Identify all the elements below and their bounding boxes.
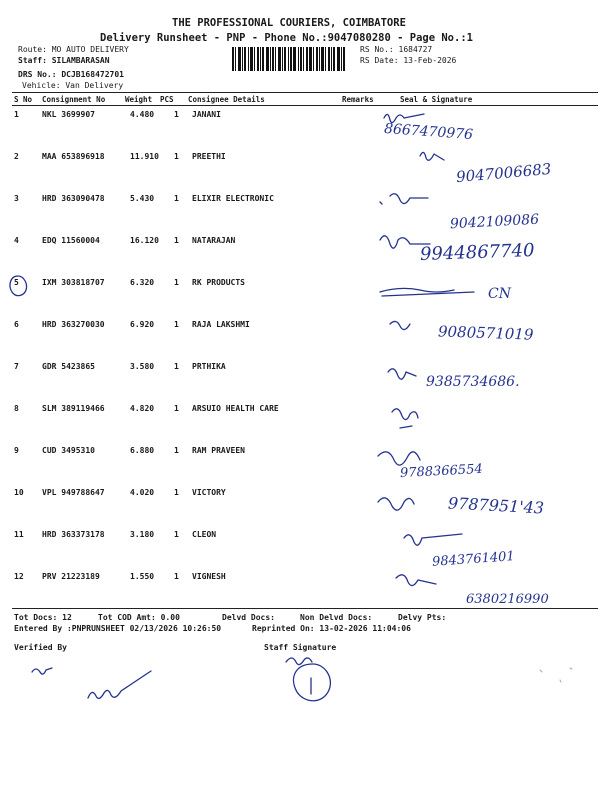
row-consignee: RAJA LAKSHMI [192,320,250,329]
entered-by: Entered By :PNPRUNSHEET 02/13/2026 10:26:50 [14,624,222,633]
row-weight: 3.580 [130,362,155,371]
row-consignment: IXM 303818707 [42,278,105,287]
row-consignee: VIGNESH [192,572,226,581]
delvd-docs: Delvd Docs: [222,613,275,622]
delvy-pts: Delvy Pts: [398,613,447,622]
row-handwriting: CN [488,286,511,302]
row-pcs: 1 [174,194,179,203]
row-handwriting: 9080571019 [437,322,534,344]
row-weight: 6.920 [130,320,155,329]
row-consignee: PREETHI [192,152,226,161]
row-consignee: JANANI [192,110,221,119]
row-sno: 2 [14,152,19,161]
row-weight: 6.880 [130,446,155,455]
row-consignment: VPL 949788647 [42,488,105,497]
row-consignee: RK PRODUCTS [192,278,245,287]
tot-docs: Tot Docs: 12 [14,613,72,622]
row-weight: 5.430 [130,194,155,203]
row-consignee: RAM PRAVEEN [192,446,245,455]
row-weight: 4.820 [130,404,155,413]
col-sno: S No [14,95,33,104]
row-pcs: 1 [174,278,179,287]
col-seal: Seal & Signature [400,95,473,104]
row-signature [396,575,436,586]
row-sno: 10 [14,488,24,497]
row-pcs: 1 [174,110,179,119]
row-pcs: 1 [174,236,179,245]
row-handwriting: 9787951'43 [447,493,545,518]
row-pcs: 1 [174,404,179,413]
row-pcs: 1 [174,152,179,161]
rs-date: RS Date: 13-Feb-2026 [360,56,457,65]
verified-by: Verified By [14,643,67,652]
reprinted-on: Reprinted On: 13-02-2026 11:04:06 [252,624,411,633]
row-sno: 5 [14,278,19,287]
row-handwriting: 9042109086 [449,211,540,233]
non-delvd-docs: Non Delvd Docs: [300,613,373,622]
row-handwriting: 9047006683 [455,159,553,187]
row-pcs: 1 [174,320,179,329]
row-sno: 12 [14,572,24,581]
row-sno: 4 [14,236,19,245]
col-consignment: Consignment No [42,95,106,104]
row-handwriting: 9385734686. [426,374,520,390]
row-consignee: VICTORY [192,488,226,497]
row-sno: 3 [14,194,19,203]
row-consignee: NATARAJAN [192,236,236,245]
row-consignment: PRV 21223189 [42,572,100,581]
scan-specks [520,660,590,720]
col-weight: Weight [125,95,153,104]
row-weight: 16.120 [130,236,159,245]
row-consignee: ELIXIR ELECTRONIC [192,194,274,203]
row-signature [404,534,462,545]
vehicle-label: Vehicle: Van Delivery [22,81,124,90]
row-weight: 4.020 [130,488,155,497]
row-consignment: NKL 3699907 [42,110,95,119]
row-weight: 1.550 [130,572,155,581]
row-signature [388,369,416,379]
row-pcs: 1 [174,446,179,455]
row-handwriting: 9788366554 [399,461,484,482]
route-label: Route: MO AUTO DELIVERY [18,45,129,54]
page-subtitle: Delivery Runsheet - PNP - Phone No.:9047080280 - Page No.:1 [100,32,473,44]
row-5-circle [10,276,27,296]
page-title: THE PROFESSIONAL COURIERS, COIMBATORE [172,17,406,29]
staff-signature-label: Staff Signature [264,643,337,652]
row-weight: 6.320 [130,278,155,287]
row-weight: 3.180 [130,530,155,539]
row-consignment: MAA 653896918 [42,152,105,161]
row-consignment: SLM 389119466 [42,404,105,413]
row-signature [380,288,474,296]
row-consignment: HRD 363373178 [42,530,105,539]
col-consignee: Consignee Details [188,95,265,104]
tot-cod: Tot COD Amt: 0.00 [98,613,180,622]
row-pcs: 1 [174,572,179,581]
staff-label: Staff: SILAMBARASAN [18,56,110,65]
row-weight: 4.480 [130,110,155,119]
row-consignee: ARSUIO HEALTH CARE [192,404,279,413]
row-handwriting: 9843761401 [431,549,516,570]
row-consignment: GDR 5423865 [42,362,95,371]
row-signature [380,194,428,204]
row-handwriting: 6380216990 [466,592,549,607]
drs-number: DRS No.: DCJB168472701 [18,70,124,79]
row-sno: 1 [14,110,19,119]
row-pcs: 1 [174,488,179,497]
row-sno: 8 [14,404,19,413]
row-consignment: HRD 363270030 [42,320,105,329]
row-signature [380,236,430,248]
row-handwriting: 9944867740 [419,240,535,265]
row-consignment: HRD 363090478 [42,194,105,203]
row-signature [420,152,444,160]
col-remarks: Remarks [342,95,374,104]
row-pcs: 1 [174,362,179,371]
row-signature [392,409,418,428]
row-signature [378,498,414,510]
row-consignee: PRTHIKA [192,362,226,371]
row-consignee: CLEON [192,530,217,539]
row-signature [378,452,420,465]
row-sno: 7 [14,362,19,371]
row-sno: 6 [14,320,19,329]
row-sno: 11 [14,530,24,539]
col-pcs: PCS [160,95,174,104]
row-signature [384,114,424,123]
row-pcs: 1 [174,530,179,539]
row-signature [390,321,410,329]
staff-signature [280,650,350,710]
row-weight: 11.910 [130,152,159,161]
verified-signature [20,650,170,720]
row-consignment: CUD 3495310 [42,446,95,455]
rs-number: RS No.: 1684727 [360,45,433,54]
row-handwriting: 8667470976 [383,120,474,144]
row-consignment: EDQ 11560004 [42,236,100,245]
row-sno: 9 [14,446,19,455]
